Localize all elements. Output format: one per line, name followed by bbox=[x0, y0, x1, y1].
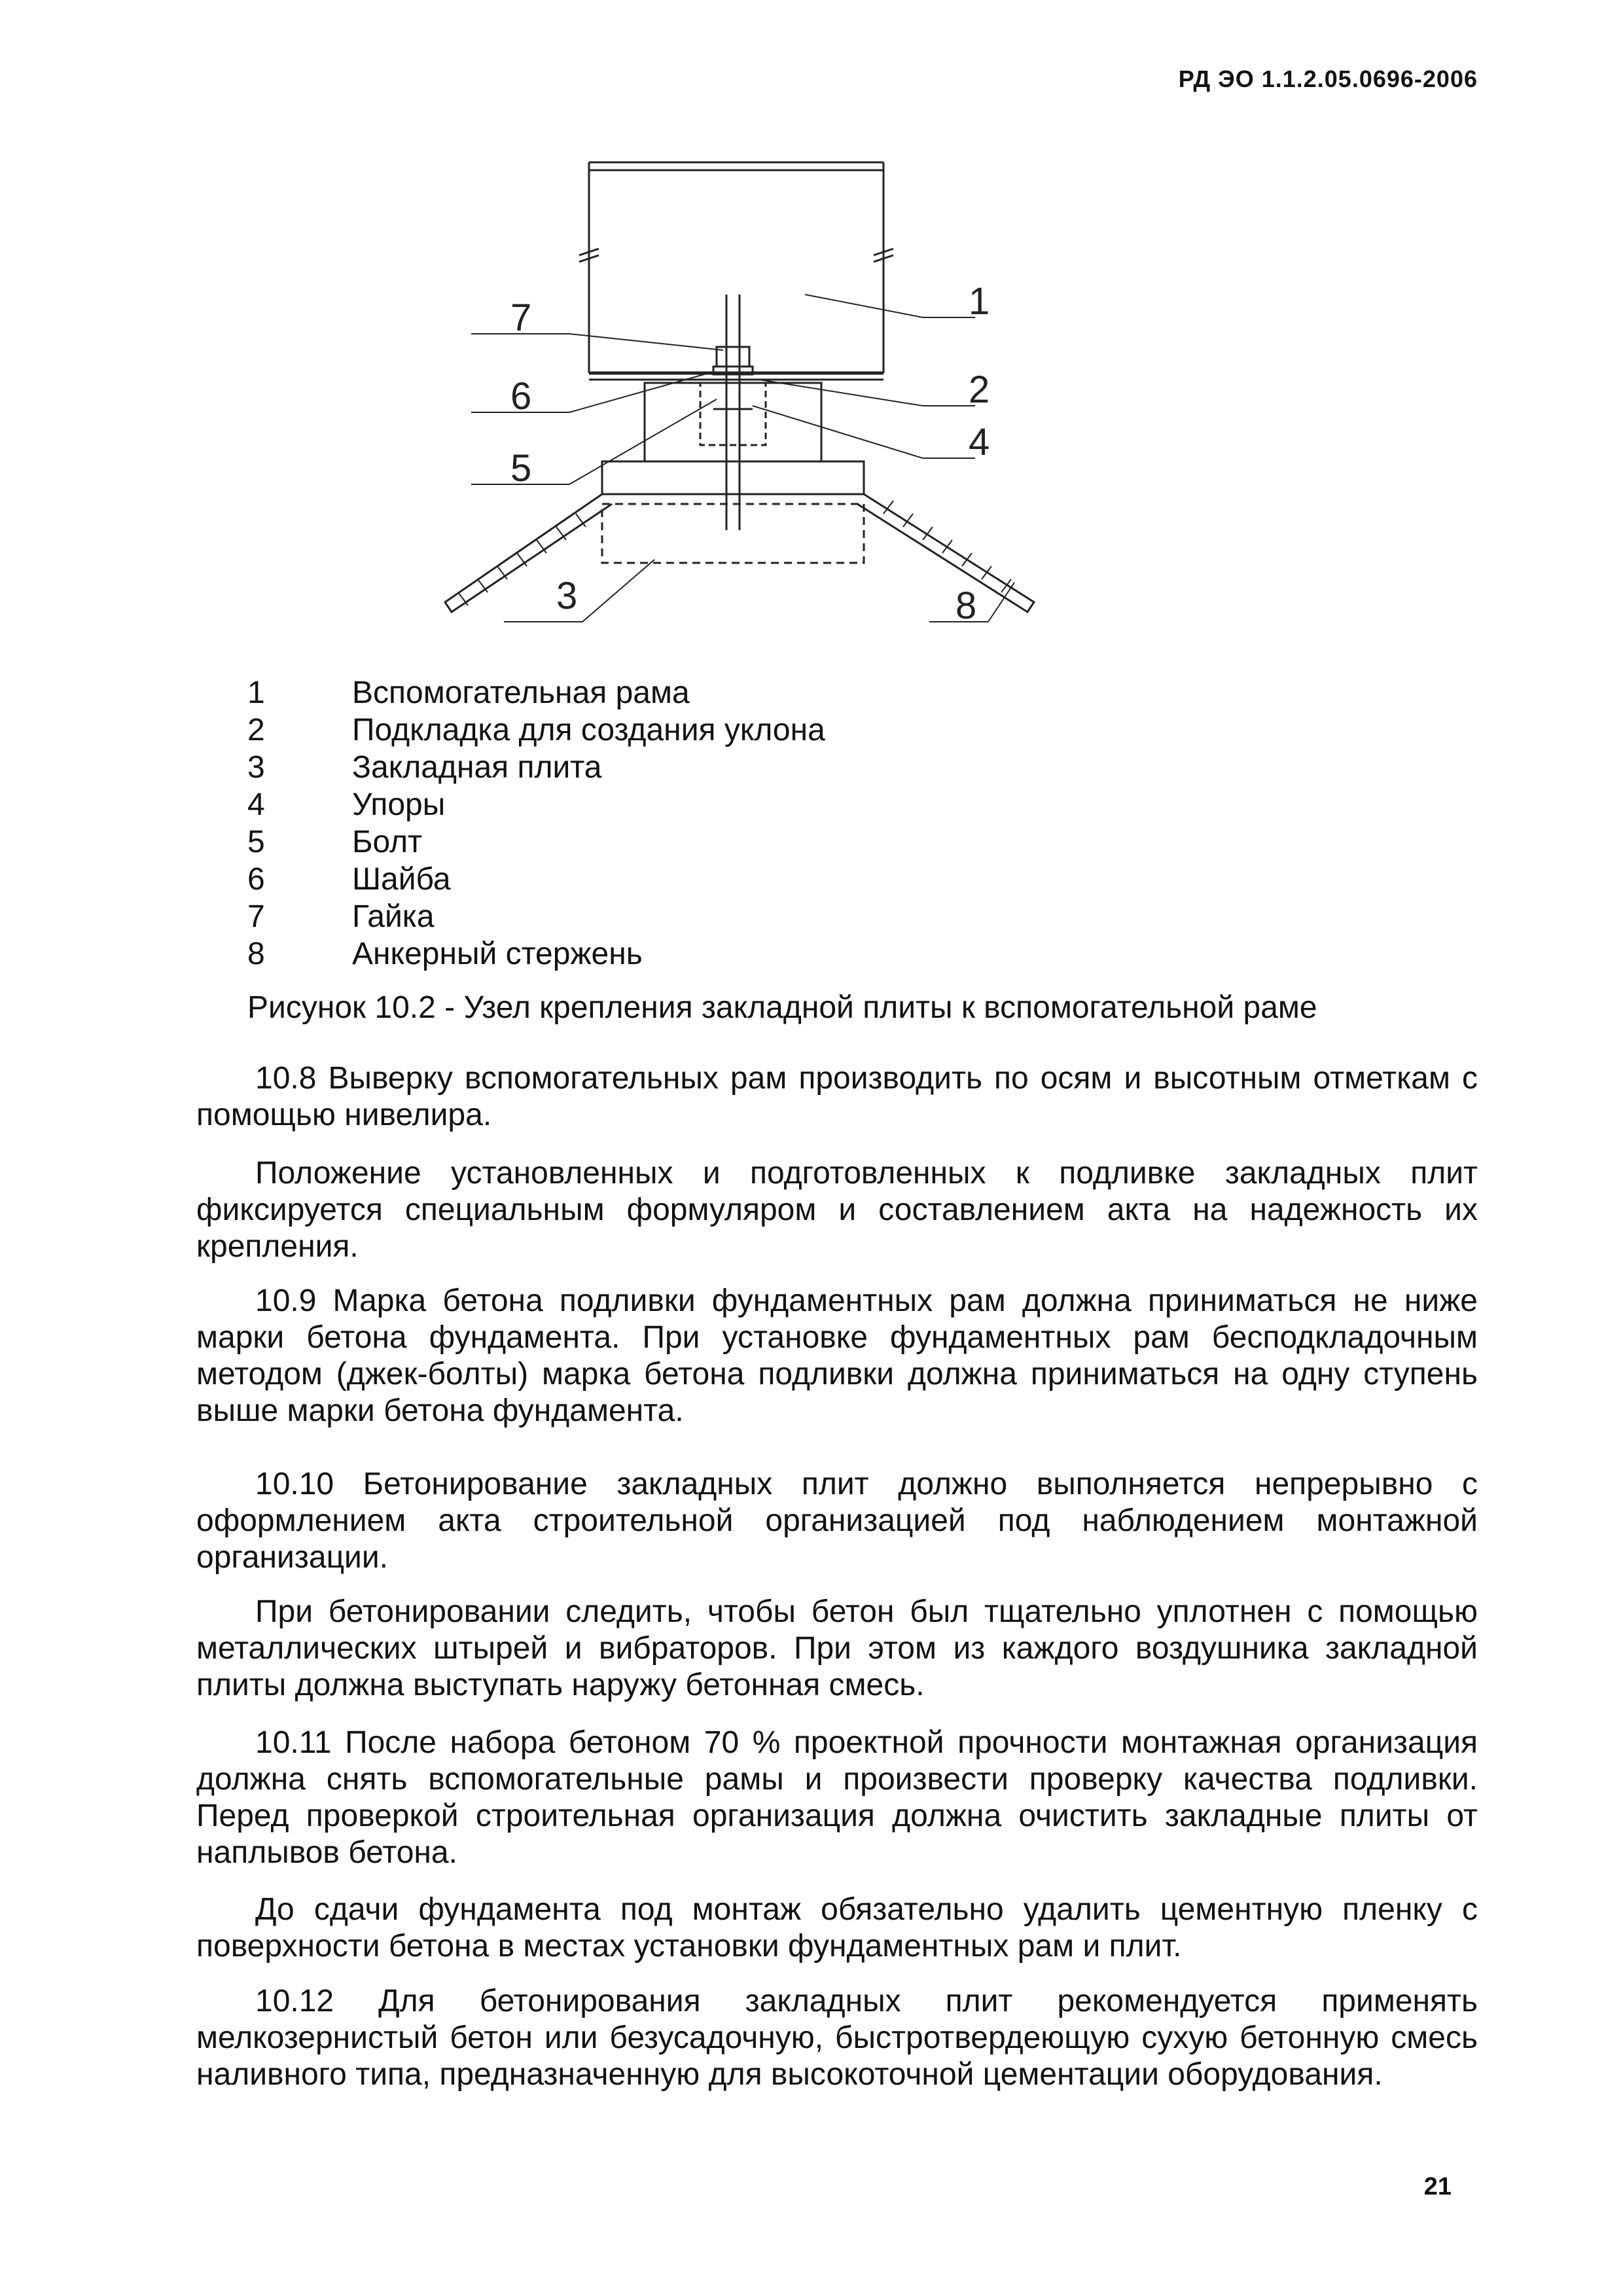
callout-1: 1 bbox=[969, 280, 990, 323]
legend-text: Упоры bbox=[352, 787, 446, 822]
legend-number: 6 bbox=[247, 862, 265, 897]
paragraph-10-9: 10.9 Марка бетона подливки фундаментных рам должна приниматься не ниже марки бетона фундамента. При установке фундаментных рам бесподкладочным методом (джек-болты) марка бетона подливки должна приниматься на одну ступень выше марки бетона фундамента. bbox=[196, 1283, 1478, 1428]
legend-number: 5 bbox=[247, 825, 265, 859]
legend-text: Шайба bbox=[352, 862, 451, 897]
paragraph-10-8: 10.8 Выверку вспомогательных рам производить по осям и высотным отметкам с помощью нивелира. bbox=[196, 1061, 1478, 1132]
callout-8: 8 bbox=[955, 584, 977, 627]
legend-item bbox=[247, 711, 825, 749]
callout-5: 5 bbox=[510, 447, 532, 490]
legend-item bbox=[247, 823, 825, 861]
legend-item bbox=[247, 898, 825, 935]
page-number: 21 bbox=[1423, 2173, 1452, 2200]
legend-text: Болт bbox=[352, 825, 423, 859]
paragraph-10-10: 10.10 Бетонирование закладных плит должно выполняется непрерывно с оформлением акта строительной организацией под наблюдением монтажной организации. bbox=[196, 1467, 1478, 1575]
legend-number: 8 bbox=[247, 937, 265, 971]
legend-item bbox=[247, 861, 825, 898]
legend-text: Вспомогательная рама bbox=[352, 675, 690, 710]
legend-item bbox=[247, 786, 825, 823]
legend-text: Закладная плита bbox=[352, 750, 602, 785]
drawing-svg bbox=[386, 151, 1093, 648]
callout-6: 6 bbox=[510, 375, 532, 418]
callout-3: 3 bbox=[556, 575, 578, 617]
paragraph-concreting: При бетонировании следить, чтобы бетон был тщательно уплотнен с помощью металлических штырей и вибраторов. При этом из каждого воздушника закладной плиты должна выступать наружу бетонная смесь. bbox=[196, 1594, 1478, 1702]
legend-number: 7 bbox=[247, 899, 265, 934]
legend-number: 4 bbox=[247, 787, 265, 822]
paragraph-cement-film: До сдачи фундамента под монтаж обязательно удалить цементную пленку с поверхности бетона в местах установки фундаментных рам и плит. bbox=[196, 1892, 1478, 1964]
callout-7: 7 bbox=[510, 296, 532, 339]
technical-drawing bbox=[386, 151, 1093, 648]
legend-text: Гайка bbox=[352, 899, 435, 934]
document-code-header: РД ЭО 1.1.2.05.0696-2006 bbox=[1178, 65, 1478, 92]
legend-number: 3 bbox=[247, 750, 265, 785]
figure-legend bbox=[247, 674, 825, 973]
figure-caption: Рисунок 10.2 - Узел крепления закладной плиты к вспомогательной раме bbox=[247, 990, 1317, 1025]
paragraph-10-12: 10.12 Для бетонирования закладных плит рекомендуется применять мелкозернистый бетон или безусадочную, быстротвердеющую сухую бетонную смесь наливного типа, предназначенную для высокоточной цементации оборудования. bbox=[196, 1984, 1478, 2092]
legend-item bbox=[247, 749, 825, 786]
legend-item bbox=[247, 674, 825, 711]
legend-number: 2 bbox=[247, 713, 265, 747]
callout-2: 2 bbox=[969, 368, 990, 411]
paragraph-10-11: 10.11 После набора бетоном 70 % проектной прочности монтажная организация должна снять вспомогательные рамы и произвести проверку качества подливки. Перед проверкой строительная организация должна очистить закладные плиты от наплывов бетона. bbox=[196, 1725, 1478, 1870]
legend-text: Анкерный стержень bbox=[352, 937, 643, 971]
legend-item bbox=[247, 935, 825, 973]
legend-text: Подкладка для создания уклона bbox=[352, 713, 825, 747]
callout-4: 4 bbox=[969, 421, 990, 463]
paragraph-position: Положение установленных и подготовленных к подливке закладных плит фиксируется специальным формуляром и составлением акта на надежность их крепления. bbox=[196, 1156, 1478, 1264]
legend-number: 1 bbox=[247, 675, 265, 710]
